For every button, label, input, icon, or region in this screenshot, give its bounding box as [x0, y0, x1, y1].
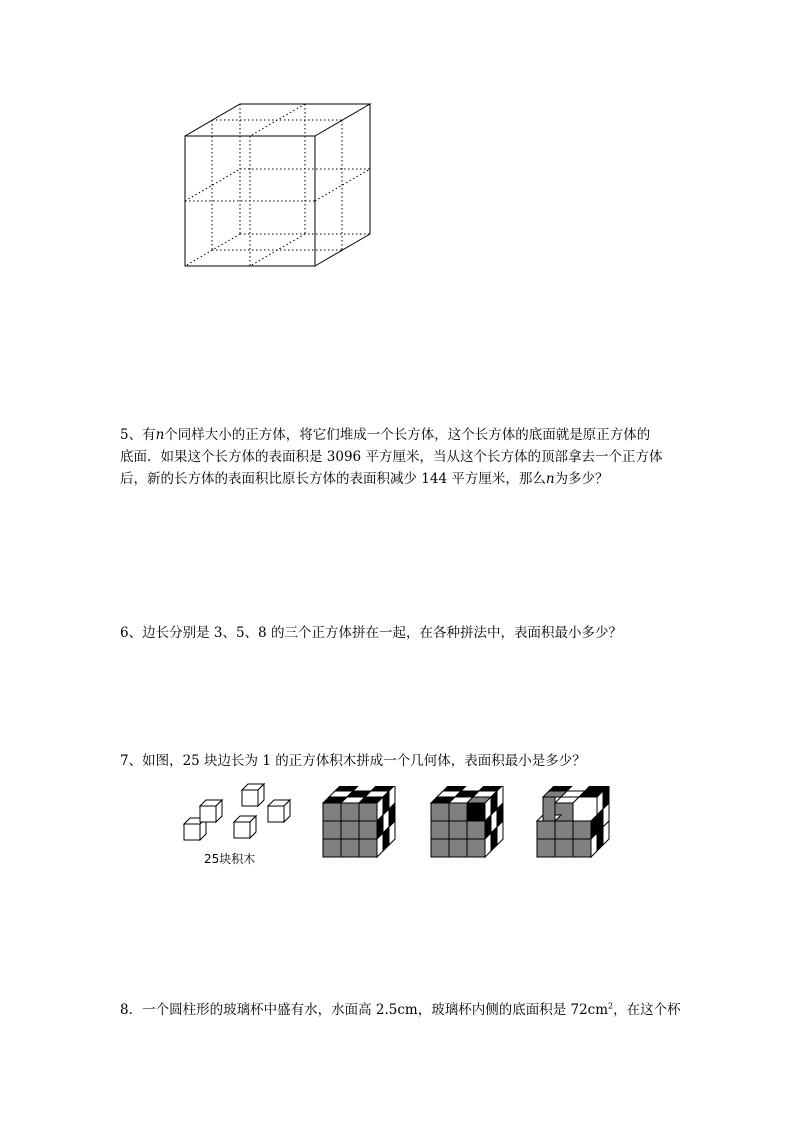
cube-hidden-lines [185, 104, 370, 266]
question-8 [120, 999, 680, 1021]
question-8-text: 8．一个圆柱形的玻璃杯中盛有水，水面高 2.5cm，玻璃杯内侧的底面积是 $72cm^2$，在这个杯 [120, 1001, 681, 1018]
question-7 [120, 750, 680, 772]
cube-figure [180, 98, 376, 270]
question-6 [120, 622, 680, 644]
assembled-cube-2 [430, 786, 506, 862]
question-6-text: 6、边长分别是 3、5、8 的三个正方体拼在一起，在各种拼法中，表面积最小多少？ [120, 625, 622, 641]
block-cube-icon [242, 784, 264, 806]
block-cube-icon [234, 816, 256, 838]
question-5-line-1: 5、有n个同样大小的正方体，将它们堆成一个长方体，这个长方体的底面就是原正方体的 [120, 427, 651, 443]
assembled-cube-1 [322, 786, 398, 862]
assembled-cube-3 [536, 786, 612, 862]
question-5 [120, 424, 680, 490]
question-5-line-2: 底面．如果这个长方体的表面积是 3096 平方厘米，当从这个长方体的顶部拿去一个正方体 [120, 449, 663, 465]
block-cube-icon [268, 800, 290, 822]
block-cube-icon [200, 800, 222, 822]
question-5-line-3: 后，新的长方体的表面积比原长方体的表面积减少 144 平方厘米，那么n为多少？ [120, 471, 609, 487]
blocks-caption: 25块积木 [204, 852, 256, 866]
question-7-text: 7、如图，25 块边长为 1 的正方体积木拼成一个几何体，表面积最小是多少？ [120, 753, 586, 769]
scattered-blocks-figure [180, 780, 300, 842]
